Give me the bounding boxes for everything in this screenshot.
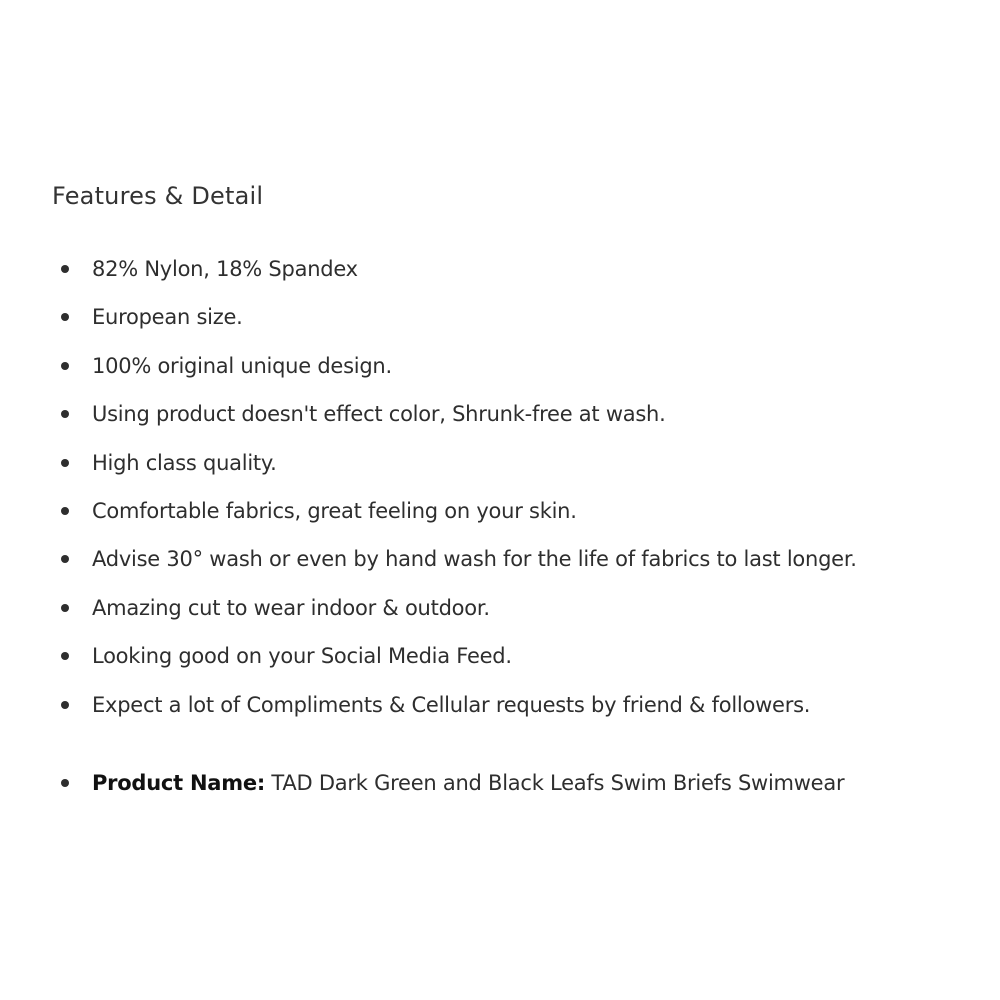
feature-text: Amazing cut to wear indoor & outdoor. <box>92 595 490 620</box>
bullet-icon <box>61 652 69 660</box>
feature-item <box>0 637 1000 685</box>
feature-item <box>0 444 1000 492</box>
feature-item <box>0 250 1000 298</box>
feature-item <box>0 686 1000 734</box>
feature-list <box>0 250 1000 734</box>
feature-item <box>0 298 1000 346</box>
bullet-icon <box>61 507 69 515</box>
section-title: Features & Detail <box>52 182 264 210</box>
bullet-icon <box>61 362 69 370</box>
bullet-icon <box>61 265 69 273</box>
feature-text: High class quality. <box>92 450 277 475</box>
bullet-icon <box>61 459 69 467</box>
bullet-icon <box>61 555 69 563</box>
feature-text: Comfortable fabrics, great feeling on your skin. <box>92 498 577 523</box>
feature-text: Expect a lot of Compliments & Cellular requests by friend & followers. <box>92 692 811 717</box>
feature-text: Looking good on your Social Media Feed. <box>92 644 512 669</box>
bullet-icon <box>61 410 69 418</box>
feature-item <box>0 395 1000 443</box>
bullet-icon <box>61 701 69 709</box>
product-name-label: Product Name: <box>92 771 265 795</box>
bullet-icon <box>61 604 69 612</box>
feature-text: Using product doesn't effect color, Shrunk-free at wash. <box>92 402 666 427</box>
feature-item <box>0 589 1000 637</box>
feature-text: Advise 30° wash or even by hand wash for the life of fabrics to last longer. <box>92 547 857 572</box>
feature-text: 82% Nylon, 18% Spandex <box>92 257 358 281</box>
bullet-icon <box>61 313 69 321</box>
bullet-icon <box>61 779 69 787</box>
feature-item <box>0 492 1000 540</box>
product-name-value: TAD Dark Green and Black Leafs Swim Briefs Swimwear <box>271 771 845 795</box>
feature-text: 100% original unique design. <box>92 353 392 378</box>
feature-item <box>0 347 1000 395</box>
feature-item <box>0 540 1000 588</box>
feature-text: European size. <box>92 305 243 330</box>
product-name-row <box>0 764 1000 804</box>
